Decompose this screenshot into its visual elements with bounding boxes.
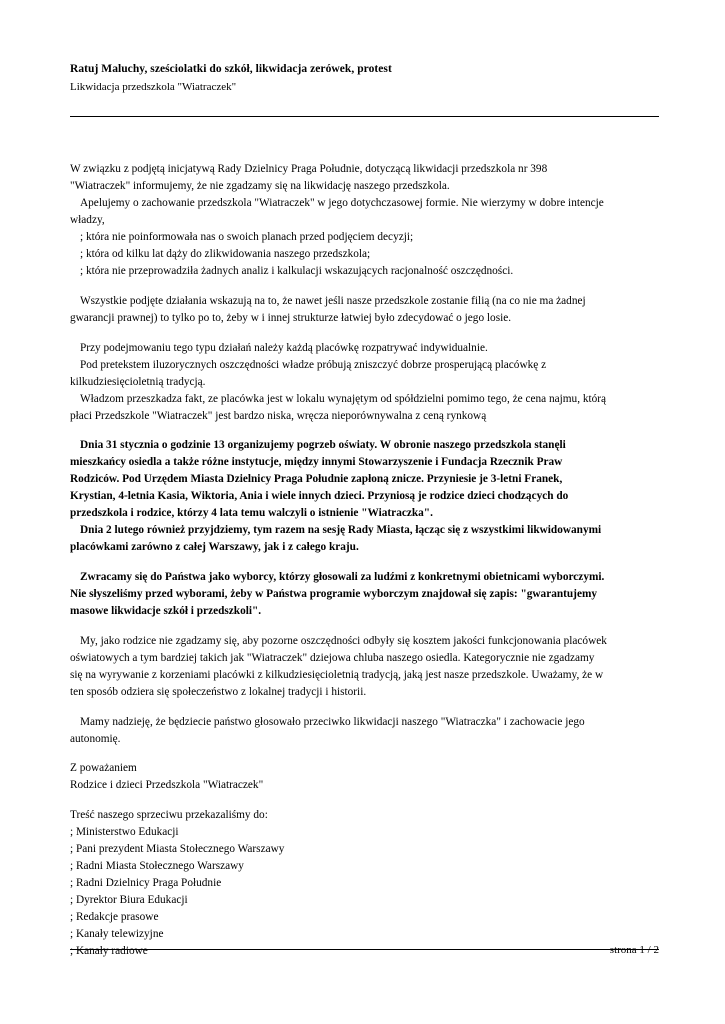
text-line: Pod pretekstem iluzorycznych oszczędności władze próbują zniszczyć dobrze prosperującą placówkę z [80, 358, 547, 371]
text-line: Nie słyszeliśmy przed wyborami, żeby w Państwa programie wyborczym znajdował się zapis: "gwarantujemy [70, 587, 598, 600]
text-line: Krystian, 4-letnia Kasia, Wiktoria, Ania i wiele innych dzieci. Przyniosą je rodzice dzieci chodzących do [70, 490, 569, 503]
text-line: Rodzice i dzieci Przedszkola "Wiatraczek" [70, 779, 264, 792]
text-line: Przy podejmowaniu tego typu działań należy każdą placówkę rozpatrywać indywidualnie. [80, 341, 488, 354]
text-line: Władzom przeszkadza fakt, ze placówka jest w lokalu wynajętym od spółdzielni pomimo tego, że cena najmu, którą [80, 392, 607, 405]
list-item: ; Radni Dzielnicy Praga Południe [70, 877, 222, 890]
list-item: ; Pani prezydent Miasta Stołecznego Warszawy [70, 843, 285, 856]
paragraph-gap [70, 556, 650, 569]
text-line: "Wiatraczek" informujemy, że nie zgadzamy się na likwidację naszego przedszkola. [70, 180, 450, 193]
paragraph-parents-statement [70, 633, 650, 701]
text-line: mieszkańcy osiedla a także różne instytucje, między innymi Stowarzyszenie i Fundacja Rzecznik Praw [70, 456, 563, 469]
paragraph-gap [70, 747, 650, 760]
text-line: kilkudziesięcioletnią tradycją. [70, 375, 206, 388]
text-line: ten sposób odziera się społeczeństwo z lokalnej tradycji i historii. [70, 685, 367, 698]
list-item: ; Dyrektor Biura Edukacji [70, 894, 188, 907]
list-item: ; która nie poinformowała nas o swoich planach przed podjęciem decyzji; [80, 231, 414, 244]
text-line: Apelujemy o zachowanie przedszkola "Wiatraczek" w jego dotychczasowej formie. Nie wierzymy w dobre intencje [80, 197, 604, 210]
footer-divider [70, 949, 659, 950]
list-item: ; Kanały radiowe [70, 944, 148, 957]
text-line: Treść naszego sprzeciwu przekazaliśmy do: [70, 809, 268, 822]
text-line: gwarancji prawnej) to tylko po to, żeby w i innej strukturze łatwiej było zdecydować o jego losie. [70, 311, 512, 324]
paragraph-gap [70, 280, 650, 293]
paragraph-actions [70, 293, 650, 327]
text-line: autonomię. [70, 732, 121, 745]
text-line: W związku z podjętą inicjatywą Rady Dzielnicy Praga Południe, dotyczącą likwidacji przedszkola nr 398 [70, 163, 548, 176]
text-line: Dnia 31 stycznia o godzinie 13 organizujemy pogrzeb oświaty. W obronie naszego przedszkola stanęli [80, 439, 566, 452]
paragraph-intro [70, 161, 650, 280]
document-body [70, 161, 650, 959]
page-subtitle: Likwidacja przedszkola "Wiatraczek" [70, 80, 237, 93]
paragraph-gap [70, 327, 650, 340]
text-line: władzy, [70, 214, 105, 227]
paragraph-savings [70, 340, 650, 425]
text-line: Dnia 2 lutego również przyjdziemy, tym razem na sesję Rady Miasta, łącząc się z wszystkimi likwidowanymi [80, 524, 602, 537]
text-line: My, jako rodzice nie zgadzamy się, aby pozorne oszczędności odbyły się kosztem jakości funkcjonowania placówek [80, 634, 607, 647]
paragraph-appeal-voters [70, 569, 650, 620]
text-line: płaci Przedszkole "Wiatraczek" jest bardzo niska, wręcza nieporównywalna z ceną rynkową [70, 409, 487, 422]
text-line: masowe likwidacje szkół i przedszkoli". [70, 604, 262, 617]
list-item: ; która nie przeprowadziła żadnych analiz i kalkulacji wskazujących racjonalność oszczędności. [80, 264, 514, 277]
signature-block [70, 760, 650, 794]
paragraph-gap [70, 424, 650, 437]
text-line: oświatowych a tym bardziej takich jak "Wiatraczek" dziejowa chluba naszego osiedla. Kategorycznie nie zgadzamy [70, 651, 595, 664]
document-header [70, 62, 659, 94]
text-line: Mamy nadzieję, że będziecie państwo głosowało przeciwko likwidacji naszego "Wiatraczka" i zachowacie jego [80, 715, 585, 728]
text-line: przedszkola i rodzice, którzy 4 lata temu walczyli o istnienie "Wiatraczka". [70, 507, 433, 520]
list-item: ; Redakcje prasowe [70, 910, 159, 923]
list-item: ; Ministerstwo Edukacji [70, 826, 179, 839]
recipients-list [70, 807, 650, 959]
paragraph-protest-date [70, 437, 650, 556]
text-line: się na wyrywanie z korzeniami placówki z kilkudziesięcioletnią tradycją, jaką jest nasze przedszkole. Uważamy, że w [70, 668, 604, 681]
text-line: Z poważaniem [70, 762, 137, 775]
paragraph-gap [70, 701, 650, 714]
paragraph-gap [70, 794, 650, 807]
list-item: ; Radni Miasta Stołecznego Warszawy [70, 860, 244, 873]
list-item: ; Kanały telewizyjne [70, 927, 164, 940]
page-number: strona 1 / 2 [609, 944, 659, 956]
text-line: Rodziców. Pod Urzędem Miasta Dzielnicy Praga Południe zapłoną znicze. Przyniesie je 3-letni Franek, [70, 473, 563, 486]
paragraph-hope [70, 714, 650, 748]
text-line: placówkami zarówno z całej Warszawy, jak i z całego kraju. [70, 541, 359, 554]
paragraph-gap [70, 620, 650, 633]
list-item: ; która od kilku lat dąży do zlikwidowania naszego przedszkola; [80, 248, 371, 261]
text-line: Zwracamy się do Państwa jako wyborcy, którzy głosowali za ludźmi z konkretnymi obietnicami wyborczymi. [80, 571, 605, 584]
header-divider [70, 116, 659, 117]
text-line: Wszystkie podjęte działania wskazują na to, że nawet jeśli nasze przedszkole zostanie filią (na co nie ma żadnej [80, 294, 586, 307]
page-title: Ratuj Maluchy, sześciolatki do szkół, likwidacja zerówek, protest [70, 63, 392, 75]
